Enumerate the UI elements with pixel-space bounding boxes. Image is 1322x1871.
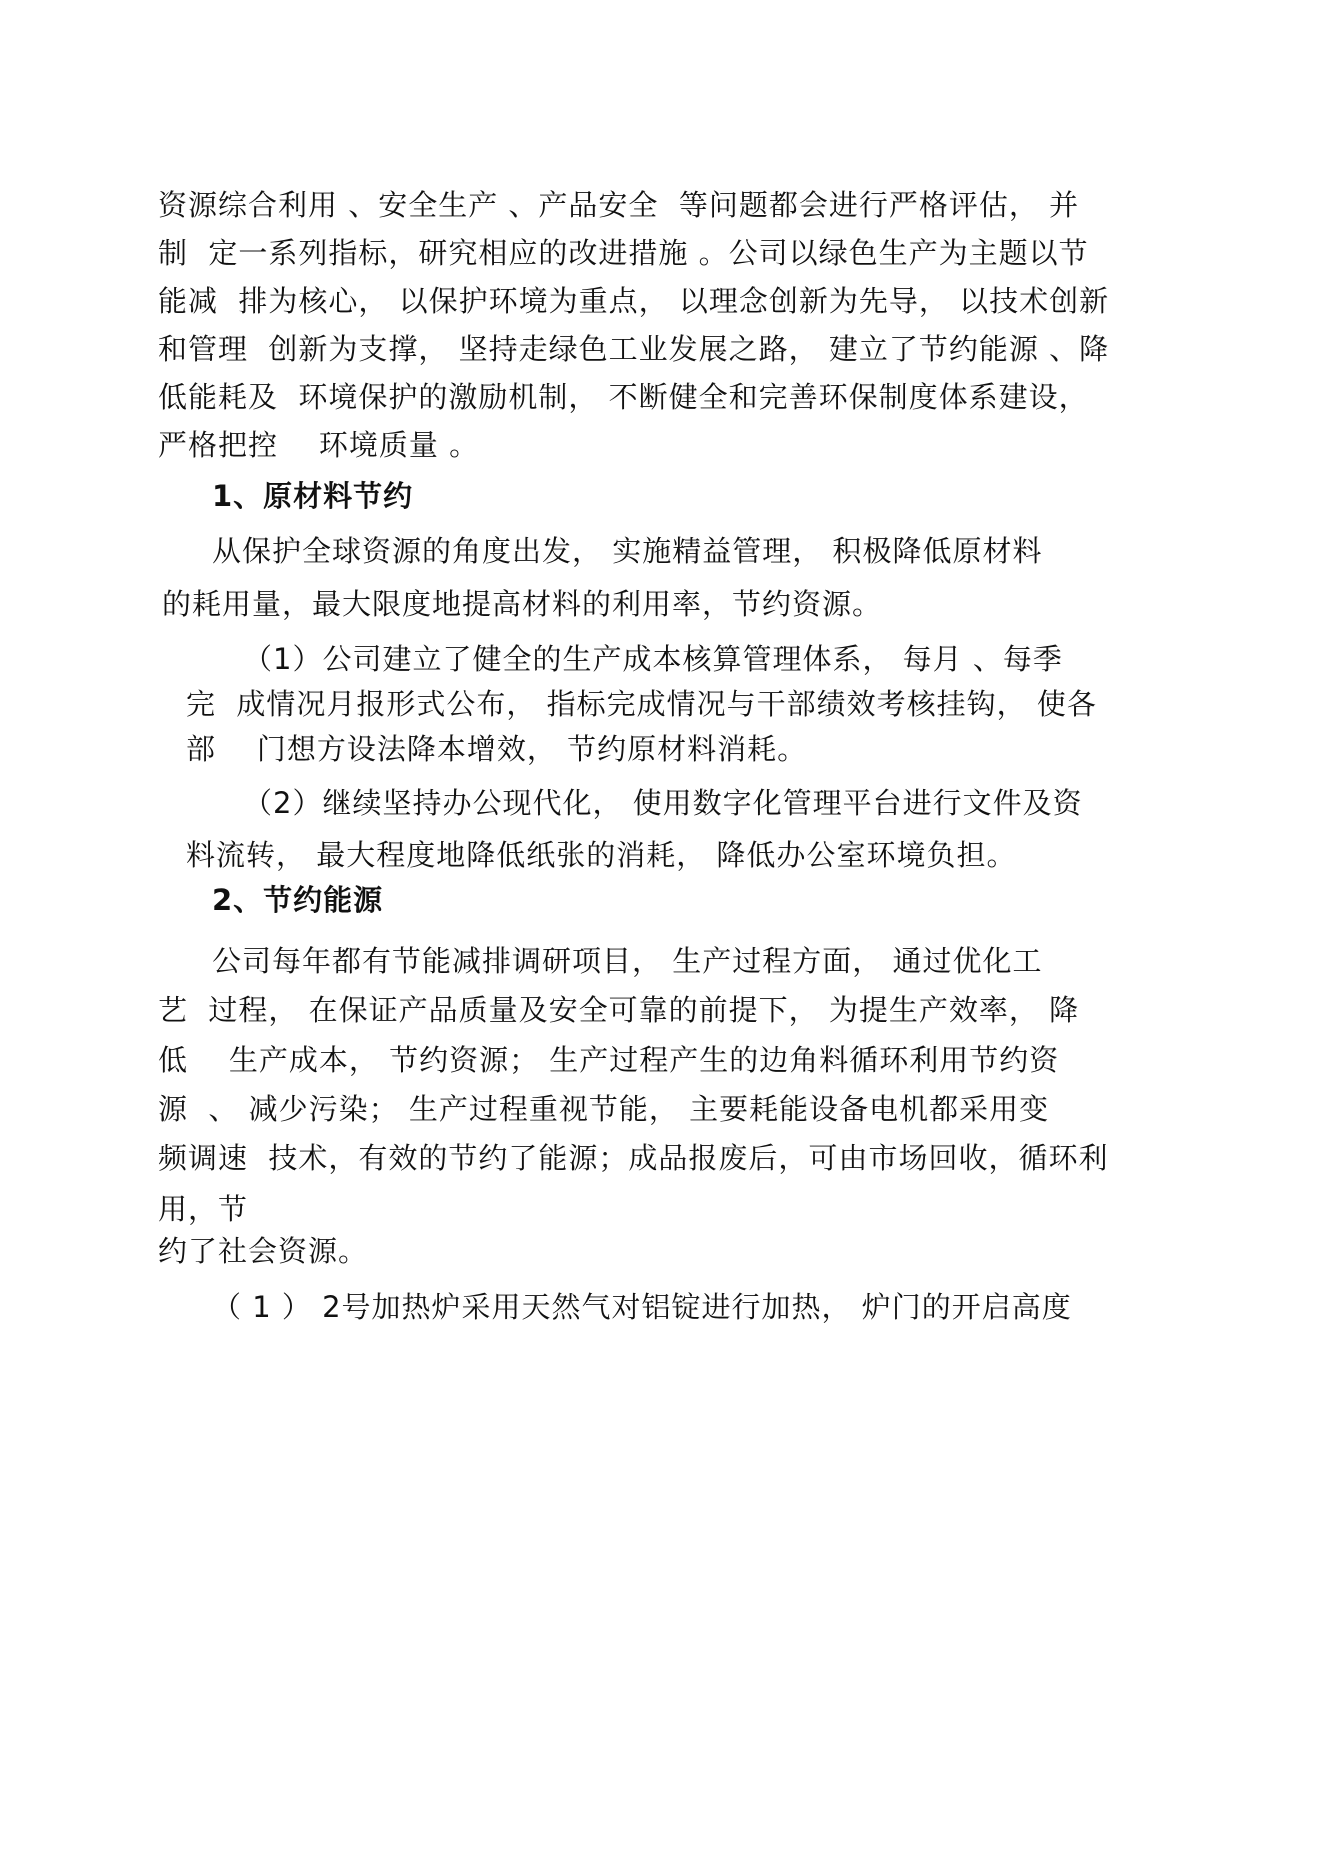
intro-line-2: 制 定一系列指标，研究相应的改进措施 。公司以绿色生产为主题以节 [158, 236, 1089, 270]
section-2-line-2: 艺 过程， 在保证产品质量及安全可靠的前提下， 为提生产效率， 降 [158, 993, 1080, 1027]
section-1-line-2: 的耗用量，最大限度地提高材料的利用率，节约资源。 [162, 587, 883, 621]
section-1-line-1: 从保护全球资源的角度出发， 实施精益管理， 积极降低原材料 [212, 534, 1043, 568]
section-1-item-1-line-2: 完 成情况月报形式公布， 指标完成情况与干部绩效考核挂钩， 使各 [186, 687, 1097, 721]
section-1-item-2-line-2: 料流转， 最大程度地降低纸张的消耗， 降低办公室环境负担。 [186, 838, 1017, 872]
section-2-line-3: 低 生产成本， 节约资源； 生产过程产生的边角料循环利用节约资 [158, 1043, 1060, 1077]
intro-line-5: 低能耗及 环境保护的激励机制， 不断健全和完善环保制度体系建设， [158, 380, 1089, 414]
intro-line-4: 和管理 创新为支撑， 坚持走绿色工业发展之路， 建立了节约能源 、降 [158, 332, 1110, 366]
section-2-line-5: 频调速 技术，有效的节约了能源；成品报废后，可由市场回收，循环利 [158, 1141, 1109, 1175]
section-2-item-1-line-1: （ 1 ） 2号加热炉采用天然气对铝锭进行加热， 炉门的开启高度 [212, 1290, 1072, 1324]
section-1-item-2-line-1: （2）继续坚持办公现代化， 使用数字化管理平台进行文件及资 [243, 786, 1083, 820]
section-1-heading: 1、原材料节约 [212, 479, 414, 513]
section-2-line-1: 公司每年都有节能减排调研项目， 生产过程方面， 通过优化工 [212, 944, 1043, 978]
section-2-line-7: 约了社会资源。 [158, 1234, 369, 1268]
intro-line-1: 资源综合利用 、安全生产 、产品安全 等问题都会进行严格评估， 并 [158, 188, 1080, 222]
intro-line-3: 能减 排为核心， 以保护环境为重点， 以理念创新为先导， 以技术创新 [158, 284, 1110, 318]
section-2-line-6: 用，节 [158, 1192, 249, 1226]
section-1-item-1-line-3: 部 门想方设法降本增效， 节约原材料消耗。 [186, 732, 808, 766]
section-2-heading: 2、节约能源 [212, 883, 384, 917]
intro-line-6: 严格把控 环境质量 。 [158, 428, 480, 462]
section-1-item-1-line-1: （1）公司建立了健全的生产成本核算管理体系， 每月 、每季 [243, 642, 1063, 676]
section-2-line-4: 源 、 减少污染； 生产过程重视节能， 主要耗能设备电机都采用变 [158, 1092, 1050, 1126]
